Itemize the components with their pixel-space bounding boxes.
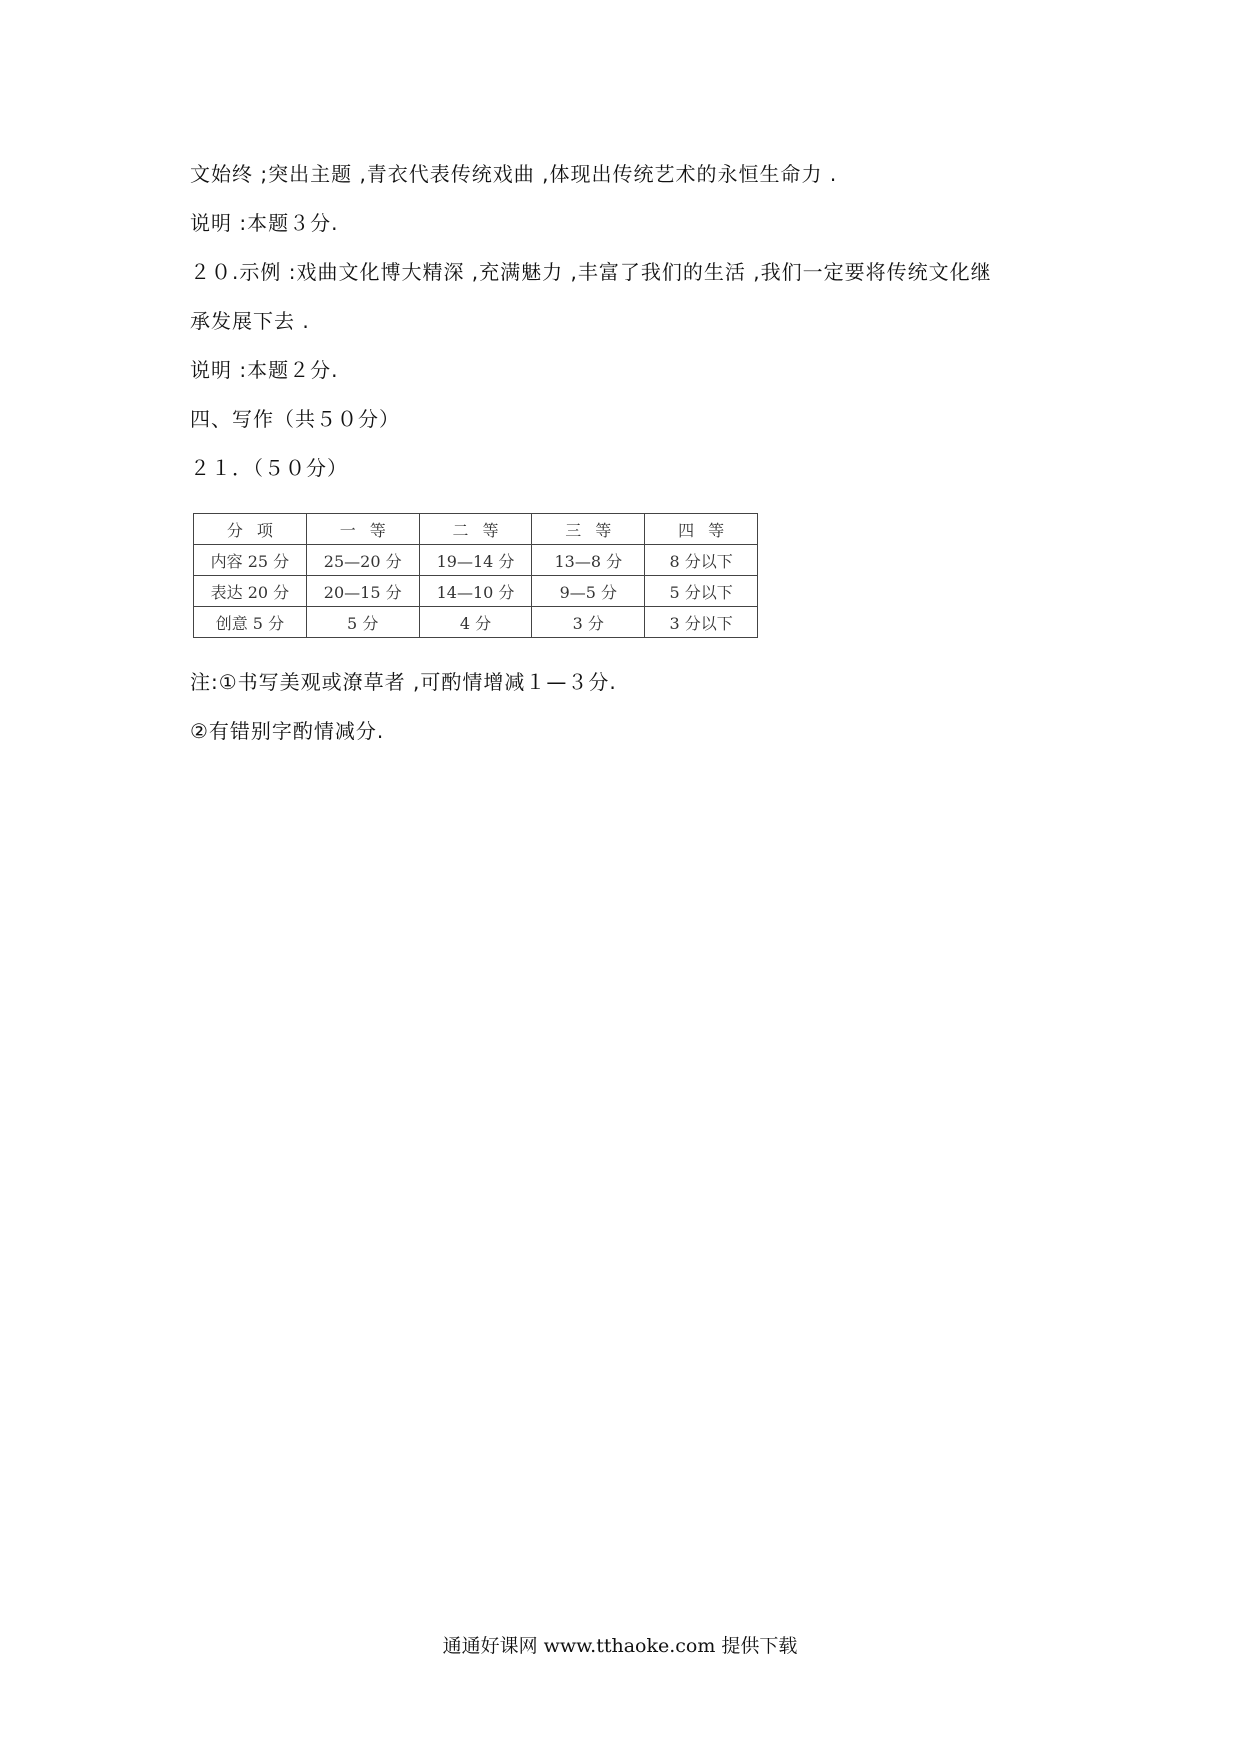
table-header-cell: 四等 [645, 514, 758, 545]
table-cell: 9—5 分 [532, 576, 645, 607]
answer-text-line: 文始终 ;突出主题 ,青衣代表传统戏曲 ,体现出传统艺术的永恒生命力 . [190, 162, 838, 186]
table-cell: 3 分 [532, 607, 645, 638]
section-heading: 四、写作（共５０分） [190, 407, 400, 431]
table-cell: 5 分 [306, 607, 419, 638]
note-line: 说明 :本题２分. [190, 358, 339, 382]
table-cell: 4 分 [419, 607, 532, 638]
table-row [194, 576, 758, 607]
table-cell: 13—8 分 [532, 545, 645, 576]
table-cell: 3 分以下 [645, 607, 758, 638]
table-header-cell: 三等 [532, 514, 645, 545]
page-footer: 通通好课网 www.tthaoke.com 提供下载 [442, 1635, 798, 1657]
table-cell: 表达 20 分 [194, 576, 307, 607]
table-cell: 25—20 分 [306, 545, 419, 576]
table-cell: 14—10 分 [419, 576, 532, 607]
table-cell: 8 分以下 [645, 545, 758, 576]
table-header-cell: 一等 [306, 514, 419, 545]
table-cell: 20—15 分 [306, 576, 419, 607]
table-cell: 19—14 分 [419, 545, 532, 576]
table-header-cell: 二等 [419, 514, 532, 545]
note-line-1: 注:①书写美观或潦草者 ,可酌情增减１—３分. [190, 670, 617, 694]
table-row [194, 545, 758, 576]
table-header-row [194, 514, 758, 545]
table-header-cell: 分项 [194, 514, 307, 545]
table-cell: 内容 25 分 [194, 545, 307, 576]
answer-20-continuation: 承发展下去 . [190, 309, 310, 333]
table-row [194, 607, 758, 638]
question-21-heading: ２１．（５０分） [190, 456, 348, 480]
note-line: 说明 :本题３分. [190, 211, 339, 235]
table-cell: 5 分以下 [645, 576, 758, 607]
answer-20-line: ２０.示例 :戏曲文化博大精深 ,充满魅力 ,丰富了我们的生活 ,我们一定要将传统文化继 [190, 260, 992, 284]
table-cell: 创意 5 分 [194, 607, 307, 638]
scoring-table [193, 513, 758, 638]
note-line-2: ②有错别字酌情减分. [190, 719, 385, 743]
